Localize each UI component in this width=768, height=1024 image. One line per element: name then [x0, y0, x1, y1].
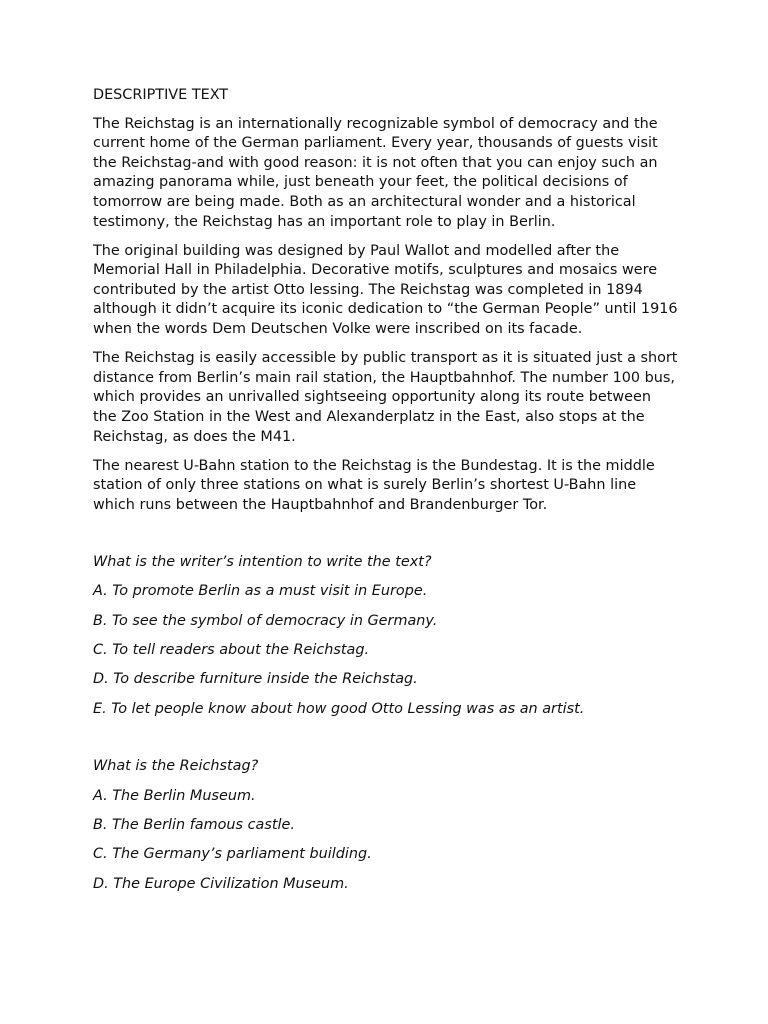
paragraph-4: The nearest U-Bahn station to the Reichstag is the Bundestag. It is the middle station of only three stations on what is surely Berlin’s shortest U-Bahn line which runs between the Hauptbahnhof and Brandenburger Tor.: [93, 457, 655, 513]
question-1-option-c: C. To tell readers about the Reichstag.: [93, 642, 370, 659]
question-2-option-b: B. The Berlin famous castle.: [93, 817, 295, 833]
question-1-prompt: What is the writer’s intention to write the text?: [93, 553, 432, 570]
question-2-option-c: C. The Germany’s parliament building.: [93, 846, 372, 863]
question-block-1: [93, 553, 678, 720]
document-page: [93, 86, 678, 904]
question-1-option-e: E. To let people know about how good Otto Lessing was as an artist.: [93, 700, 585, 717]
document-title: DESCRIPTIVE TEXT: [93, 87, 229, 103]
question-1-option-a: A. To promote Berlin as a must visit in Europe.: [93, 583, 428, 600]
section-spacer: [93, 525, 678, 553]
question-1-option-d: D. To describe furniture inside the Reichstag.: [93, 671, 418, 688]
paragraph-2: The original building was designed by Paul Wallot and modelled after the Memorial Hall in Philadelphia. Decorative motifs, sculptures and mosaics were contributed by the artist Otto lessing. The Reichstag was completed in 1894 although it didn’t acquire its iconic dedication to “the German People” until 1916 when the words Dem Deutschen Volke were inscribed on its facade.: [93, 242, 678, 338]
question-1-option-b: B. To see the symbol of democracy in Germany.: [93, 612, 438, 629]
question-spacer: [93, 729, 678, 757]
paragraph-3: The Reichstag is easily accessible by public transport as it is situated just a short distance from Berlin’s main rail station, the Hauptbahnhof. The number 100 bus, which provides an unrivalled sightseeing opportunity along its route between the Zoo Station in the West and Alexanderplatz in the East, also stops at the Reichstag, as does the M41.: [93, 350, 678, 445]
question-2-option-d: D. The Europe Civilization Museum.: [93, 875, 349, 892]
question-2-option-a: A. The Berlin Museum.: [93, 787, 256, 804]
paragraph-1: The Reichstag is an internationally recognizable symbol of democracy and the current home of the German parliament. Every year, thousands of guests visit the Reichstag-and with good reason: it is not often that you can enjoy such an amazing panorama while, just beneath your feet, the political decisions of tomorrow are being made. Both as an architectural wonder and a historical testimony, the Reichstag has an important role to play in Berlin.: [93, 115, 658, 230]
question-2-prompt: What is the Reichstag?: [93, 758, 259, 775]
question-block-2: [93, 757, 678, 894]
